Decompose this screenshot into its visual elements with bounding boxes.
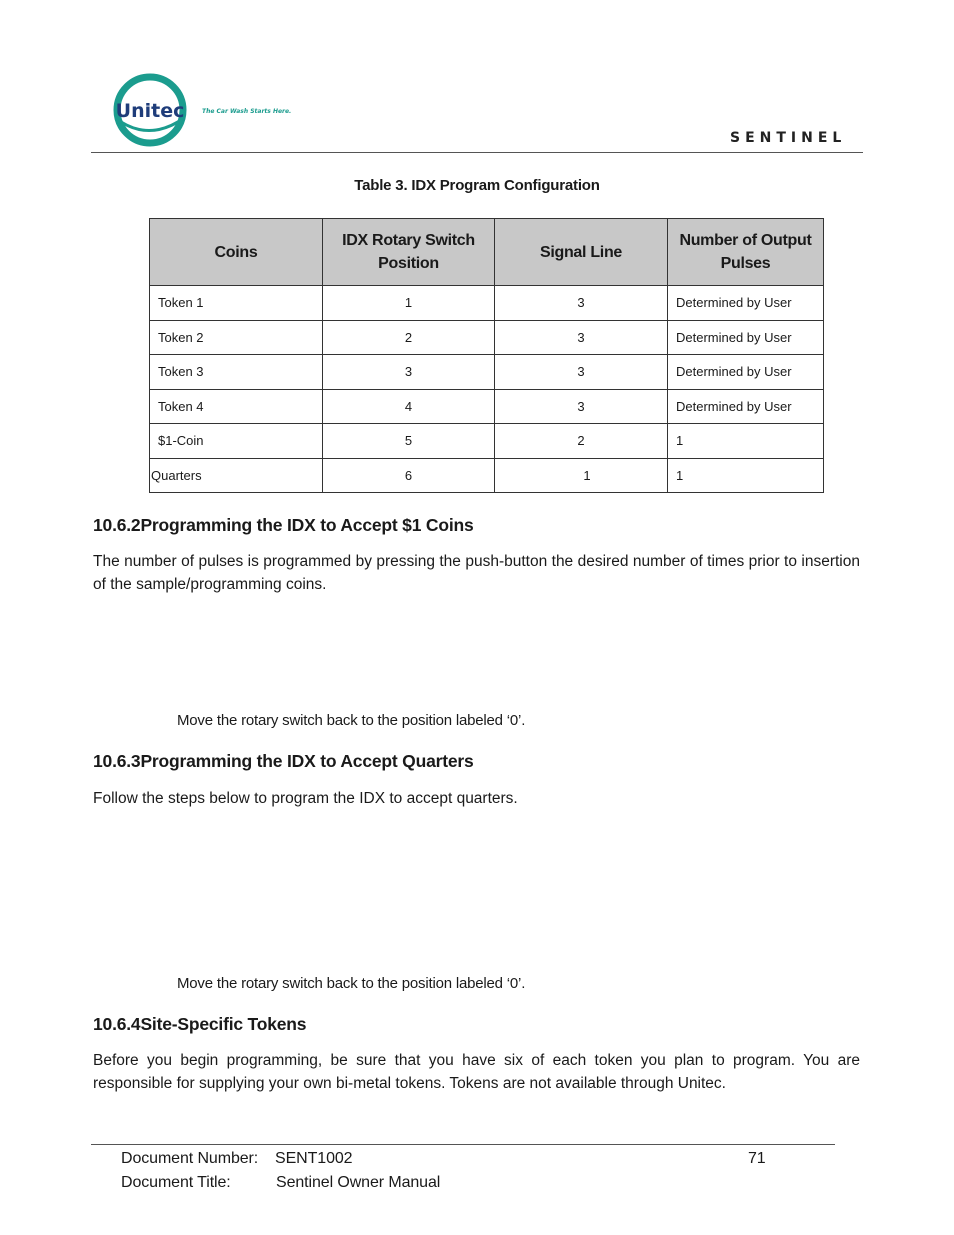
signal-line-cell: 2 — [495, 424, 668, 459]
unitec-logo — [108, 72, 298, 150]
logo-graphic — [108, 72, 298, 150]
logo-wordmark: Unitec — [115, 100, 185, 122]
section-heading-10-6-3: 10.6.3Programming the IDX to Accept Quarters — [93, 751, 474, 771]
column-header: IDX Rotary Switch Position — [323, 219, 495, 286]
doc-number: SENT1002 — [275, 1150, 353, 1167]
signal-line-cell: 3 — [495, 355, 668, 390]
switch-position-cell: 6 — [323, 458, 495, 493]
switch-position-cell: 5 — [323, 424, 495, 459]
column-header: Coins — [150, 219, 323, 286]
signal-line-cell: 3 — [495, 286, 668, 321]
switch-position-cell: 3 — [323, 355, 495, 390]
table-row — [150, 458, 824, 493]
idx-config-table — [149, 218, 824, 493]
output-pulses-cell: Determined by User — [668, 286, 824, 321]
doc-title-label: Document Title: — [121, 1174, 231, 1191]
step-text: Move the rotary switch back to the position labeled ‘0’. — [177, 975, 526, 992]
signal-line-cell: 3 — [495, 389, 668, 424]
coin-cell: Token 1 — [150, 286, 323, 321]
page-number: 71 — [748, 1150, 766, 1167]
coin-cell: Token 3 — [150, 355, 323, 390]
table-row — [150, 355, 824, 390]
signal-line-cell: 3 — [495, 320, 668, 355]
switch-position-cell: 1 — [323, 286, 495, 321]
section-body-10-6-4: Before you begin programming, be sure that you have six of each token you plan to program. You are responsible for supplying your own bi-metal tokens. Tokens are not available through Unitec. — [93, 1052, 860, 1092]
switch-position-cell: 2 — [323, 320, 495, 355]
coin-cell: Token 2 — [150, 320, 323, 355]
doc-title: Sentinel Owner Manual — [276, 1174, 441, 1191]
coin-cell: Quarters — [150, 458, 323, 493]
coin-cell: $1-Coin — [150, 424, 323, 459]
section-heading-10-6-4: 10.6.4Site-Specific Tokens — [93, 1014, 307, 1034]
output-pulses-cell: Determined by User — [668, 355, 824, 390]
table-row — [150, 320, 824, 355]
table-caption: Table 3. IDX Program Configuration — [354, 177, 600, 194]
output-pulses-cell: Determined by User — [668, 320, 824, 355]
logo-tagline: The Car Wash Starts Here. — [202, 108, 292, 115]
output-pulses-cell: 1 — [668, 424, 824, 459]
coin-cell: Token 4 — [150, 389, 323, 424]
step-text: Move the rotary switch back to the position labeled ‘0’. — [177, 712, 526, 729]
section-heading-10-6-2: 10.6.2Programming the IDX to Accept $1 Coins — [93, 515, 474, 535]
brand-title: SENTINEL — [730, 130, 847, 146]
section-body-10-6-2: The number of pulses is programmed by pressing the push-button the desired number of times prior to insertion of the sample/programming coins. — [93, 553, 860, 593]
output-pulses-cell: 1 — [668, 458, 824, 493]
table-header-row — [150, 219, 824, 286]
table-row — [150, 389, 824, 424]
table-row — [150, 286, 824, 321]
column-header: Signal Line — [495, 219, 668, 286]
switch-position-cell: 4 — [323, 389, 495, 424]
table-row — [150, 424, 824, 459]
footer-rule — [91, 1144, 835, 1145]
output-pulses-cell: Determined by User — [668, 389, 824, 424]
doc-number-label: Document Number: — [121, 1150, 259, 1167]
column-header: Number of Output Pulses — [668, 219, 824, 286]
header-rule — [91, 152, 863, 153]
section-body-10-6-3: Follow the steps below to program the IDX to accept quarters. — [93, 790, 518, 807]
signal-line-cell: 1 — [495, 458, 668, 493]
